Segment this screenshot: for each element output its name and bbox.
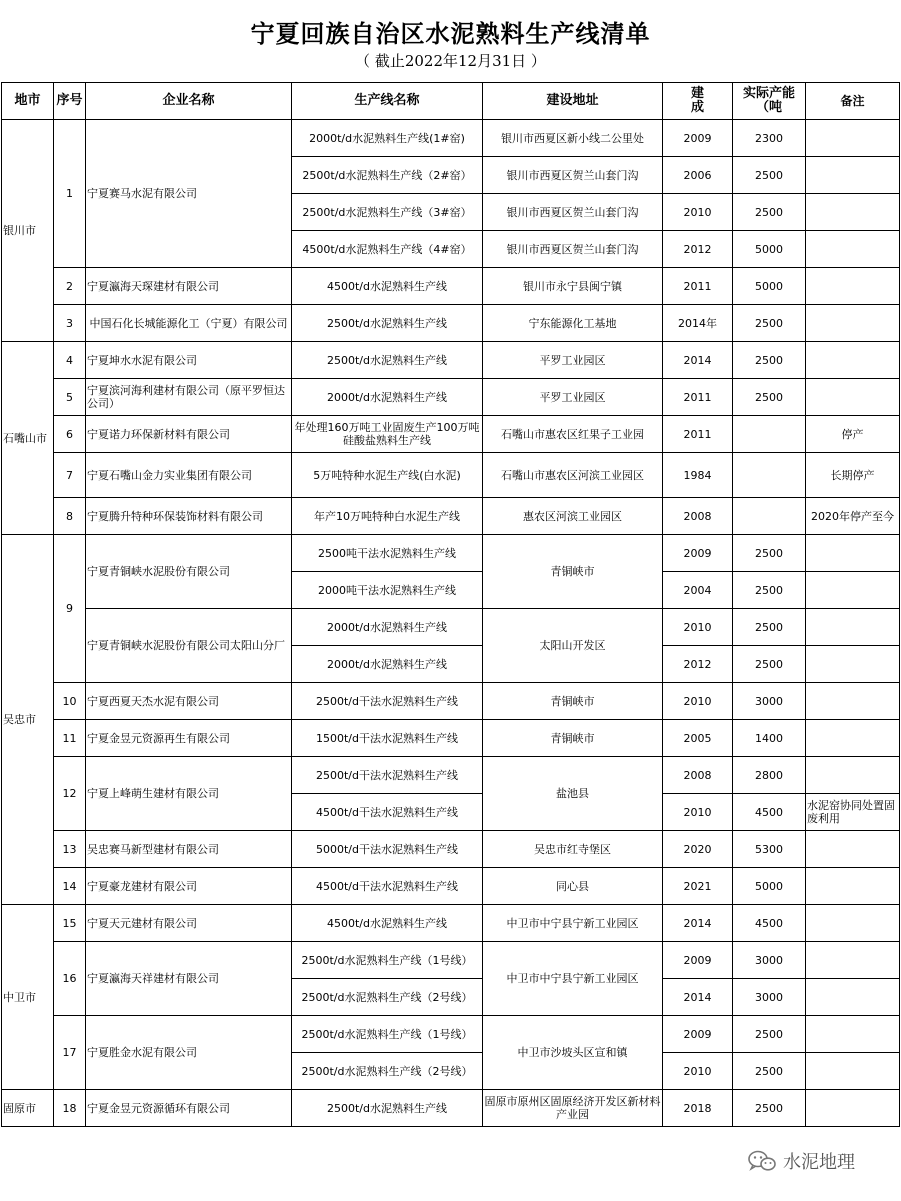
line-cell: 1500t/d干法水泥熟料生产线 (292, 720, 483, 757)
seq-cell: 4 (54, 342, 86, 379)
remark-cell (806, 1090, 900, 1127)
seq-cell: 9 (54, 535, 86, 683)
remark-cell (806, 157, 900, 194)
capacity-cell: 2500 (733, 305, 806, 342)
table-header-row (2, 83, 900, 120)
line-cell: 4500t/d水泥熟料生产线 (292, 268, 483, 305)
remark-cell (806, 120, 900, 157)
table-row (2, 720, 900, 757)
line-cell: 2500t/d水泥熟料生产线（2#窑） (292, 157, 483, 194)
capacity-cell (733, 416, 806, 453)
table-row (2, 831, 900, 868)
remark-cell: 停产 (806, 416, 900, 453)
capacity-cell: 3000 (733, 979, 806, 1016)
address-cell: 平罗工业园区 (483, 342, 663, 379)
line-cell: 2500吨干法水泥熟料生产线 (292, 535, 483, 572)
year-cell: 2011 (663, 268, 733, 305)
year-cell: 2012 (663, 646, 733, 683)
watermark-text: 水泥地理 (783, 1152, 855, 1173)
year-cell: 2011 (663, 416, 733, 453)
line-cell: 4500t/d干法水泥熟料生产线 (292, 794, 483, 831)
line-cell: 5000t/d干法水泥熟料生产线 (292, 831, 483, 868)
line-cell: 2500t/d干法水泥熟料生产线 (292, 757, 483, 794)
year-cell: 2018 (663, 1090, 733, 1127)
table-row (2, 757, 900, 794)
capacity-cell: 2500 (733, 379, 806, 416)
remark-cell (806, 979, 900, 1016)
seq-cell: 2 (54, 268, 86, 305)
capacity-cell: 2500 (733, 609, 806, 646)
remark-cell (806, 683, 900, 720)
table-row (2, 379, 900, 416)
line-cell: 2000t/d水泥熟料生产线 (292, 609, 483, 646)
seq-cell: 11 (54, 720, 86, 757)
remark-cell (806, 572, 900, 609)
company-cell: 宁夏坤水水泥有限公司 (86, 342, 292, 379)
capacity-cell: 2500 (733, 342, 806, 379)
capacity-cell: 2500 (733, 572, 806, 609)
table-row (2, 1016, 900, 1053)
capacity-cell (733, 453, 806, 498)
company-cell: 宁夏滨河海利建材有限公司（原平罗恒达公司） (86, 379, 292, 416)
remark-cell (806, 1016, 900, 1053)
remark-cell: 长期停产 (806, 453, 900, 498)
year-cell: 2021 (663, 868, 733, 905)
year-cell: 2008 (663, 757, 733, 794)
address-cell: 银川市西夏区新小线二公里处 (483, 120, 663, 157)
company-cell: 中国石化长城能源化工（宁夏）有限公司 (86, 305, 292, 342)
city-cell: 银川市 (2, 120, 54, 342)
watermark (747, 1148, 855, 1174)
remark-cell (806, 342, 900, 379)
company-cell: 吴忠赛马新型建材有限公司 (86, 831, 292, 868)
table-row (2, 609, 900, 646)
header-seq: 序号 (54, 83, 86, 120)
capacity-cell: 2300 (733, 120, 806, 157)
company-cell: 宁夏天元建材有限公司 (86, 905, 292, 942)
line-cell: 2000t/d水泥熟料生产线 (292, 646, 483, 683)
address-cell: 盐池县 (483, 757, 663, 831)
header-company: 企业名称 (86, 83, 292, 120)
year-cell: 2009 (663, 535, 733, 572)
remark-cell (806, 231, 900, 268)
remark-cell: 2020年停产至今 (806, 498, 900, 535)
company-cell: 宁夏石嘴山金力实业集团有限公司 (86, 453, 292, 498)
seq-cell: 5 (54, 379, 86, 416)
capacity-cell: 4500 (733, 794, 806, 831)
header-remark: 备注 (806, 83, 900, 120)
table-row (2, 305, 900, 342)
line-cell: 年处理160万吨工业固废生产100万吨硅酸盐熟料生产线 (292, 416, 483, 453)
line-cell: 2500t/d干法水泥熟料生产线 (292, 683, 483, 720)
capacity-cell: 2500 (733, 646, 806, 683)
line-cell: 2500t/d水泥熟料生产线 (292, 305, 483, 342)
address-cell: 青铜峡市 (483, 683, 663, 720)
line-cell: 4500t/d水泥熟料生产线（4#窑） (292, 231, 483, 268)
production-line-table (1, 82, 900, 1127)
address-cell: 石嘴山市惠农区河滨工业园区 (483, 453, 663, 498)
year-cell: 2008 (663, 498, 733, 535)
capacity-cell: 5300 (733, 831, 806, 868)
year-cell: 2006 (663, 157, 733, 194)
address-cell: 太阳山开发区 (483, 609, 663, 683)
line-cell: 4500t/d干法水泥熟料生产线 (292, 868, 483, 905)
line-cell: 2500t/d水泥熟料生产线（2号线） (292, 1053, 483, 1090)
line-cell: 2500t/d水泥熟料生产线 (292, 1090, 483, 1127)
capacity-cell: 2500 (733, 1053, 806, 1090)
company-cell: 宁夏青铜峡水泥股份有限公司太阳山分厂 (86, 609, 292, 683)
line-cell: 2500t/d水泥熟料生产线（1号线） (292, 1016, 483, 1053)
address-cell: 石嘴山市惠农区红果子工业园 (483, 416, 663, 453)
city-cell: 固原市 (2, 1090, 54, 1127)
year-cell: 2005 (663, 720, 733, 757)
line-cell: 年产10万吨特种白水泥生产线 (292, 498, 483, 535)
table-row (2, 453, 900, 498)
company-cell: 宁夏西夏天杰水泥有限公司 (86, 683, 292, 720)
table-row (2, 1090, 900, 1127)
line-cell: 2500t/d水泥熟料生产线（1号线） (292, 942, 483, 979)
address-cell: 吴忠市红寺堡区 (483, 831, 663, 868)
seq-cell: 14 (54, 868, 86, 905)
remark-cell (806, 305, 900, 342)
line-cell: 2000t/d水泥熟料生产线(1#窑) (292, 120, 483, 157)
capacity-cell: 3000 (733, 683, 806, 720)
remark-cell (806, 194, 900, 231)
remark-cell (806, 868, 900, 905)
capacity-cell: 2500 (733, 157, 806, 194)
company-cell: 宁夏诺力环保新材料有限公司 (86, 416, 292, 453)
table-row (2, 683, 900, 720)
remark-cell (806, 905, 900, 942)
year-cell: 2014 (663, 905, 733, 942)
remark-cell (806, 1053, 900, 1090)
capacity-cell: 1400 (733, 720, 806, 757)
address-cell: 同心县 (483, 868, 663, 905)
seq-cell: 3 (54, 305, 86, 342)
seq-cell: 7 (54, 453, 86, 498)
line-cell: 2500t/d水泥熟料生产线（3#窑） (292, 194, 483, 231)
header-line: 生产线名称 (292, 83, 483, 120)
wechat-icon (747, 1149, 777, 1173)
table-row (2, 535, 900, 572)
address-cell: 惠农区河滨工业园区 (483, 498, 663, 535)
year-cell: 2010 (663, 683, 733, 720)
remark-cell (806, 535, 900, 572)
remark-cell (806, 757, 900, 794)
remark-cell (806, 609, 900, 646)
year-cell: 2012 (663, 231, 733, 268)
capacity-cell: 2500 (733, 535, 806, 572)
seq-cell: 10 (54, 683, 86, 720)
remark-cell (806, 646, 900, 683)
table-row (2, 498, 900, 535)
year-cell: 2010 (663, 194, 733, 231)
year-cell: 2010 (663, 794, 733, 831)
year-cell: 2014年 (663, 305, 733, 342)
address-cell: 银川市西夏区贺兰山套门沟 (483, 194, 663, 231)
year-cell: 2010 (663, 609, 733, 646)
address-cell: 宁东能源化工基地 (483, 305, 663, 342)
remark-cell: 水泥窑协同处置固废利用 (806, 794, 900, 831)
header-address: 建设地址 (483, 83, 663, 120)
table-row (2, 342, 900, 379)
header-city: 地市 (2, 83, 54, 120)
line-cell: 2000吨干法水泥熟料生产线 (292, 572, 483, 609)
address-cell: 银川市西夏区贺兰山套门沟 (483, 157, 663, 194)
capacity-cell: 2500 (733, 194, 806, 231)
company-cell: 宁夏豪龙建材有限公司 (86, 868, 292, 905)
address-cell: 中卫市中宁县宁新工业园区 (483, 942, 663, 1016)
seq-cell: 13 (54, 831, 86, 868)
company-cell: 宁夏青铜峡水泥股份有限公司 (86, 535, 292, 609)
capacity-cell: 4500 (733, 905, 806, 942)
capacity-cell: 2800 (733, 757, 806, 794)
year-cell: 1984 (663, 453, 733, 498)
remark-cell (806, 268, 900, 305)
line-cell: 2500t/d水泥熟料生产线（2号线） (292, 979, 483, 1016)
line-cell: 4500t/d水泥熟料生产线 (292, 905, 483, 942)
company-cell: 宁夏腾升特种环保装饰材料有限公司 (86, 498, 292, 535)
year-cell: 2010 (663, 1053, 733, 1090)
header-year: 建成 (663, 83, 733, 120)
address-cell: 银川市永宁县闽宁镇 (483, 268, 663, 305)
remark-cell (806, 942, 900, 979)
remark-cell (806, 379, 900, 416)
table-row (2, 416, 900, 453)
table-row (2, 868, 900, 905)
year-cell: 2004 (663, 572, 733, 609)
company-cell: 宁夏瀛海天祥建材有限公司 (86, 942, 292, 1016)
table-row (2, 120, 900, 157)
city-cell: 吴忠市 (2, 535, 54, 905)
line-cell: 5万吨特种水泥生产线(白水泥) (292, 453, 483, 498)
table-row (2, 942, 900, 979)
page-subtitle: （ 截止2022年12月31日 ） (355, 52, 546, 70)
remark-cell (806, 831, 900, 868)
city-cell: 中卫市 (2, 905, 54, 1090)
table-row (2, 905, 900, 942)
company-cell: 宁夏上峰萌生建材有限公司 (86, 757, 292, 831)
remark-cell (806, 720, 900, 757)
city-cell: 石嘴山市 (2, 342, 54, 535)
year-cell: 2011 (663, 379, 733, 416)
address-cell: 青铜峡市 (483, 720, 663, 757)
capacity-cell: 3000 (733, 942, 806, 979)
company-cell: 宁夏瀛海天琛建材有限公司 (86, 268, 292, 305)
address-cell: 中卫市沙坡头区宣和镇 (483, 1016, 663, 1090)
seq-cell: 18 (54, 1090, 86, 1127)
capacity-cell: 5000 (733, 231, 806, 268)
company-cell: 宁夏赛马水泥有限公司 (86, 120, 292, 268)
seq-cell: 1 (54, 120, 86, 268)
capacity-cell: 5000 (733, 868, 806, 905)
header-capacity: 实际产能（吨 (733, 83, 806, 120)
seq-cell: 12 (54, 757, 86, 831)
year-cell: 2009 (663, 942, 733, 979)
year-cell: 2014 (663, 979, 733, 1016)
seq-cell: 8 (54, 498, 86, 535)
capacity-cell: 5000 (733, 268, 806, 305)
page-title: 宁夏回族自治区水泥熟料生产线清单 (250, 19, 651, 48)
seq-cell: 15 (54, 905, 86, 942)
line-cell: 2000t/d水泥熟料生产线 (292, 379, 483, 416)
table-row (2, 268, 900, 305)
year-cell: 2014 (663, 342, 733, 379)
address-cell: 平罗工业园区 (483, 379, 663, 416)
address-cell: 固原市原州区固原经济开发区新材料产业园 (483, 1090, 663, 1127)
seq-cell: 17 (54, 1016, 86, 1090)
year-cell: 2009 (663, 120, 733, 157)
line-cell: 2500t/d水泥熟料生产线 (292, 342, 483, 379)
year-cell: 2020 (663, 831, 733, 868)
address-cell: 青铜峡市 (483, 535, 663, 609)
capacity-cell: 2500 (733, 1090, 806, 1127)
seq-cell: 16 (54, 942, 86, 1016)
year-cell: 2009 (663, 1016, 733, 1053)
seq-cell: 6 (54, 416, 86, 453)
company-cell: 宁夏金昱元资源循环有限公司 (86, 1090, 292, 1127)
company-cell: 宁夏金昱元资源再生有限公司 (86, 720, 292, 757)
address-cell: 中卫市中宁县宁新工业园区 (483, 905, 663, 942)
address-cell: 银川市西夏区贺兰山套门沟 (483, 231, 663, 268)
capacity-cell: 2500 (733, 1016, 806, 1053)
capacity-cell (733, 498, 806, 535)
company-cell: 宁夏胜金水泥有限公司 (86, 1016, 292, 1090)
